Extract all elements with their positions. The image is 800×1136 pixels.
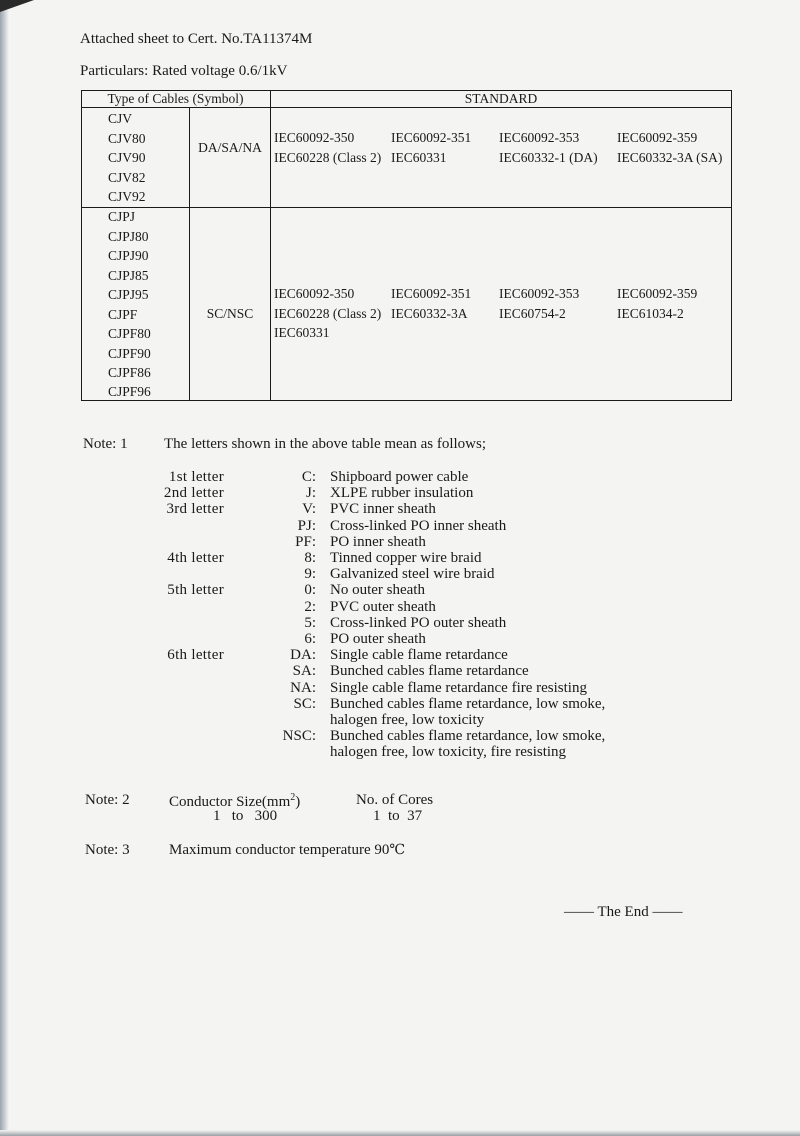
cable-type: CJPF90 [108,345,151,361]
cable-type: CJPJ80 [108,228,149,244]
cable-type: CJPJ95 [108,287,149,302]
table-border-bottom [81,400,732,401]
legend-code: NSC: [282,728,316,745]
standard-item: IEC60092-353 [499,286,580,301]
standard-item: IEC60754-2 [499,306,566,321]
legend-meaning: XLPE rubber insulation [330,485,474,502]
standard-item: IEC61034-2 [617,306,684,321]
legend-code: PJ: [297,517,316,534]
legend-meaning: Single cable flame retardance [330,647,508,664]
legend-code: 9: [304,566,316,583]
legend-meaning: PVC inner sheath [330,501,436,518]
legend-meaning: Shipboard power cable [330,469,469,485]
group2-class: SC/NSC [206,306,254,321]
standard-item: IEC60331 [274,325,330,340]
legend-meaning: Single cable flame retardance fire resisting [330,679,587,696]
legend-meaning: No outer sheath [330,582,425,599]
scan-edge-left [0,0,9,1136]
standard-item: IEC60092-351 [391,130,472,145]
legend-meaning: Tinned copper wire braid [330,550,482,566]
legend-meaning: PO inner sheath [330,533,426,550]
cable-type: CJPJ90 [108,248,149,263]
legend-meaning: PVC outer sheath [330,598,436,615]
note3-label: Note: 3 [85,842,130,858]
conductor-size-superscript: 2 [290,792,296,803]
cable-type: CJV [108,111,133,126]
legend-code: J: [305,485,316,502]
max-temperature-text: Maximum conductor temperature 90 [169,842,390,858]
standard-item: IEC60332-1 (DA) [499,150,598,165]
sheet-reference: Attached sheet to Cert. No.TA11374M [80,31,313,47]
standard-item: IEC60092-350 [274,286,355,301]
table-column-divider [270,90,271,401]
legend-code: V: [302,501,316,518]
legend-code: 5: [304,614,316,631]
standard-item: IEC60228 (Class 2) [274,150,382,165]
cable-type: CJV82 [108,169,146,185]
cable-standards-table [81,90,732,402]
legend-code: C: [301,469,316,485]
cable-type: CJV92 [108,189,146,204]
the-end-marker: ―― The End ―― [564,904,683,920]
legend-meaning: halogen free, low toxicity, fire resisting [330,744,567,761]
legend-code: 6: [304,631,316,647]
legend-code: PF: [295,533,316,550]
legend-meaning: halogen free, low toxicity [330,712,485,728]
legend-position: 4th letter [167,550,224,566]
legend-meaning: Cross-linked PO inner sheath [330,517,507,534]
legend-position: 3rd letter [166,501,224,518]
standard-item: IEC60092-359 [617,130,698,145]
celsius-unit: ℃ [389,843,406,858]
standard-item: IEC60228 (Class 2) [274,306,382,321]
cable-type: CJPJ85 [108,267,149,283]
legend-meaning: Bunched cables flame retardance [330,663,529,680]
legend-code: SC: [293,695,316,712]
legend-code: 8: [304,550,316,566]
legend-code: SA: [292,663,316,680]
conductor-size-text: Conductor Size(mm [169,794,291,810]
note2-label: Note: 2 [85,792,130,808]
legend-code: 2: [304,598,316,615]
cores-label: No. of Cores [356,792,434,808]
header-type-of-cables: Type of Cables (Symbol) [107,91,244,106]
standard-item: IEC60332-3A (SA) [617,150,723,165]
cable-type: CJV90 [108,150,146,165]
legend-position: 1st letter [168,469,224,485]
cable-type: CJPF80 [108,326,151,341]
header-standard: STANDARD [464,91,538,106]
conductor-size-close: ) [295,794,301,810]
table-border-right [731,90,732,401]
table-border-left [81,90,82,401]
cable-type: CJV80 [108,130,146,146]
legend-meaning: Cross-linked PO outer sheath [330,614,507,631]
legend-meaning: Bunched cables flame retardance, low smoke, [330,695,606,712]
note1-intro: The letters shown in the above table mean as follows; [164,436,486,452]
cable-type: CJPF86 [108,365,151,380]
group1-class: DA/SA/NA [198,140,262,155]
cores-range: 1 to 37 [373,808,423,824]
legend-code: DA: [290,647,316,664]
particulars-line: Particulars: Rated voltage 0.6/1kV [80,63,288,79]
cable-type: CJPJ [108,209,136,224]
scan-corner-mark [0,0,34,12]
legend-code: NA: [290,679,316,696]
legend-position: 6th letter [167,647,224,664]
legend-code: 0: [304,582,316,599]
legend-meaning: Galvanized steel wire braid [330,566,495,583]
legend-position: 5th letter [167,582,224,599]
standard-item: IEC60092-350 [274,130,355,145]
cable-type: CJPF [108,306,138,322]
standard-item: IEC60331 [391,150,447,165]
standard-item: IEC60092-359 [617,286,698,301]
legend-meaning: Bunched cables flame retardance, low smoke, [330,728,606,745]
conductor-size-range: 1 to 300 [213,808,278,824]
cable-type: CJPF96 [108,384,151,399]
max-temperature-line [169,842,405,859]
legend-position: 2nd letter [163,485,224,502]
legend-meaning: PO outer sheath [330,631,426,647]
standard-item: IEC60092-353 [499,130,580,145]
note1-label: Note: 1 [83,436,128,452]
table-group-divider [81,207,732,208]
standard-item: IEC60092-351 [391,286,472,301]
scan-edge-bottom [0,1130,800,1136]
standard-item: IEC60332-3A [391,306,468,321]
